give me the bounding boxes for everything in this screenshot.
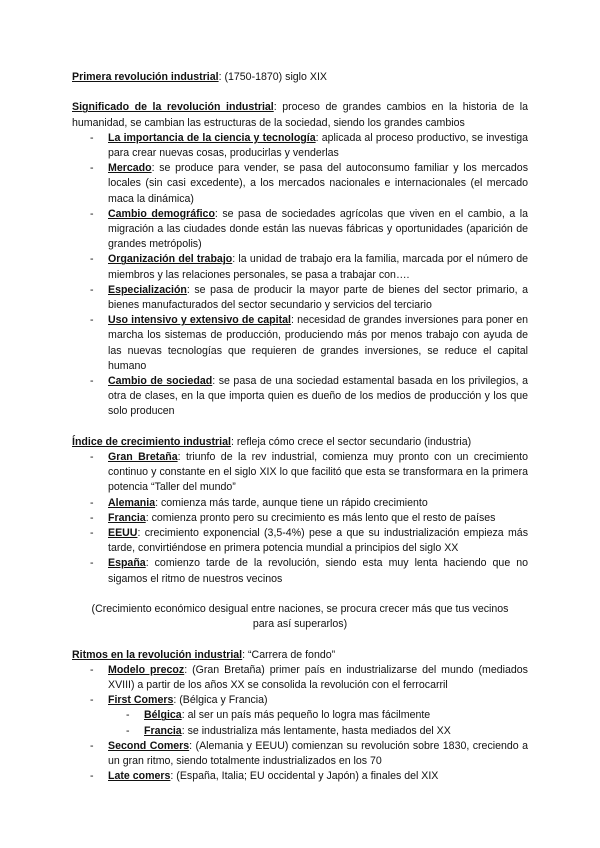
text: : necesidad de grandes inversiones para poner en marcha los sistemas de producción, produciendo más por menos trabajo con ayuda de las nuevas tecnologías que requieren de grandes inversiones, se reduce el capital humano <box>108 314 529 372</box>
text: : comienza pronto pero su crecimiento es más lento que el resto de países <box>145 511 496 524</box>
term: Índice de crecimiento industrial <box>72 435 231 448</box>
list-item <box>72 131 528 161</box>
list-item <box>72 769 528 784</box>
term: Especialización <box>108 283 187 296</box>
term: Uso intensivo y extensivo de capital <box>108 314 291 327</box>
sublist-first-comers <box>108 708 528 738</box>
paragraph-ritmos <box>72 648 528 663</box>
text: : (Alemania y EEUU) comienzan su revolución sobre 1830, creciendo a un gran ritmo, siendo totalmente industrializados en los 70 <box>108 739 528 768</box>
term: First Comers <box>108 694 174 707</box>
list-item <box>72 161 528 207</box>
text: : comienza más tarde, aunque tiene un rápido crecimiento <box>155 496 428 509</box>
document-content <box>72 70 528 784</box>
term: Ritmos en la revolución industrial <box>72 648 243 661</box>
term: Late comers <box>108 770 171 783</box>
text: : (España, Italia; EU occidental y Japón) a finales del XIX <box>170 770 439 783</box>
list-item <box>72 511 528 526</box>
sublist-item <box>108 708 528 723</box>
list-item <box>72 739 528 769</box>
term: Primera revolución industrial <box>72 71 219 83</box>
term: Bélgica <box>144 709 182 722</box>
list-item <box>72 374 528 420</box>
text: : triunfo de la rev industrial, comienza muy pronto con un crecimiento continuo y constante en el siglo XIX lo que facilitó que esta se transformara en la primera potencia “Taller del mundo” <box>108 451 529 494</box>
term: Gran Bretaña <box>108 451 178 464</box>
list-item <box>72 313 528 374</box>
text: : “Carrera de fondo” <box>242 648 336 661</box>
text: : se pasa de una sociedad estamental basada en los privilegios, a otra de clases, en la que importa quien es dueño de los medios de producción y los que solo producen <box>108 375 528 418</box>
text: : se produce para vender, se pasa del autoconsumo familiar y los mercados locales (sin casi excedente), a los mercados nacionales e internacionales (el mercado maca la dinámica) <box>108 162 528 205</box>
list-ritmos <box>72 663 528 785</box>
sublist-item <box>108 724 528 739</box>
list-item <box>72 526 528 556</box>
list-item <box>72 556 528 586</box>
list-item <box>72 663 528 693</box>
paragraph-indice <box>72 435 528 450</box>
list-item <box>72 207 528 253</box>
term: Francia <box>144 724 182 737</box>
list-item <box>72 283 528 313</box>
note-crecimiento: (Crecimiento económico desigual entre naciones, se procura crecer más que tus vecinos para así superarlos) <box>91 603 509 631</box>
paragraph-significado <box>72 100 528 130</box>
term: Significado de la revolución industrial <box>72 101 274 114</box>
text: : refleja cómo crece el sector secundario (industria) <box>230 435 472 448</box>
list-item <box>72 693 528 739</box>
term: Cambio demográfico <box>108 207 215 220</box>
text: : se industrializa más lentamente, hasta mediados del XX <box>181 724 451 737</box>
text: : se pasa de producir la mayor parte de bienes del sector primario, a bienes manufacturados del sector secundario y servicios del terciario <box>108 283 528 312</box>
term: Modelo precoz <box>108 663 185 676</box>
text: : la unidad de trabajo era la familia, marcada por el número de miembros y las relaciones personales, se pasa a trabajar con…. <box>108 253 528 281</box>
text: : (1750-1870) siglo XIX <box>218 71 327 83</box>
term: Organización del trabajo <box>108 253 233 266</box>
term: Alemania <box>108 496 156 509</box>
text: : se pasa de sociedades agrícolas que viven en el cambio, a la migración a las ciudades donde están las nuevas fábricas y oportunidades (aparición de grandes metrópolis) <box>108 207 528 251</box>
list-item <box>72 252 528 282</box>
text: : al ser un país más pequeño lo logra mas fácilmente <box>181 709 431 722</box>
text: : aplicada al proceso productivo, se investiga para crear nuevas cosas, producirlas y venderlas <box>108 131 528 159</box>
term: EEUU <box>108 527 138 540</box>
text: : (Gran Bretaña) primer país en industrializarse del mundo (mediados XVIII) a partir de los años XX se consolida la revolución con el ferrocarril <box>108 663 528 692</box>
list-indice <box>72 450 528 587</box>
text: : comienzo tarde de la revolución, siendo esta muy lenta haciendo que no sigamos el ritmo de nuestros vecinos <box>108 557 528 585</box>
term: Mercado <box>108 162 152 175</box>
term: Cambio de sociedad <box>108 375 213 388</box>
list-significado <box>72 131 528 420</box>
list-item <box>72 496 528 511</box>
text: : (Bélgica y Francia) <box>173 694 268 707</box>
text: : crecimiento exponencial (3,5-4%) pese a que su industrialización empieza más tarde, convirtiéndose en primera potencia mundial a principios del siglo XX <box>108 527 528 555</box>
term: La importancia de la ciencia y tecnología <box>108 131 316 144</box>
term: Second Comers <box>108 739 190 752</box>
text: : proceso de grandes cambios en la historia de la humanidad, se cambian las estructuras de la sociedad, siendo los grandes cambios <box>72 101 529 129</box>
term: España <box>108 557 146 570</box>
term: Francia <box>108 511 146 524</box>
list-item <box>72 450 528 496</box>
heading-primera-revolucion <box>72 70 528 85</box>
